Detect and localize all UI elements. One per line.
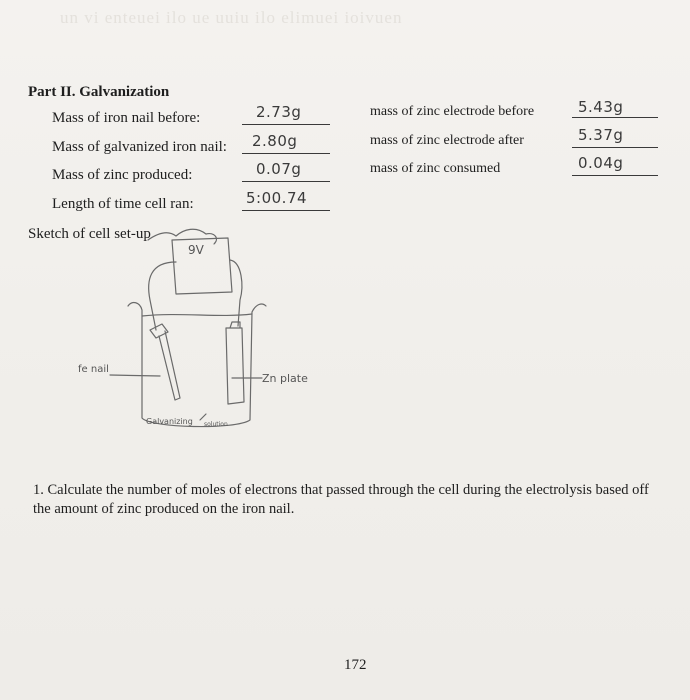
iron-nail-before-label: Mass of iron nail before: xyxy=(52,110,201,126)
beaker xyxy=(128,303,266,427)
fe-pointer-line xyxy=(110,375,160,376)
galvanized-nail-value: 2.80g xyxy=(252,132,298,150)
zinc-produced-value: 0.07g xyxy=(256,160,302,178)
question-1 xyxy=(33,481,653,519)
zinc-consumed-value: 0.04g xyxy=(578,154,624,172)
left-wire xyxy=(149,262,176,330)
battery-label: 9V xyxy=(188,243,204,257)
bleed-through-text: un vi enteuei ilo ue uuiu ilo elimuei ioivuen xyxy=(60,8,403,27)
solution-pointer-line xyxy=(200,414,206,420)
sketch-label: Sketch of cell set-up xyxy=(28,226,151,242)
zinc-after-label: mass of zinc electrode after xyxy=(370,133,524,148)
zinc-plate xyxy=(226,322,244,404)
zinc-consumed-label: mass of zinc consumed xyxy=(370,161,501,176)
time-ran-value: 5:00.74 xyxy=(246,189,308,207)
right-wire xyxy=(230,260,242,326)
zn-plate-label: Zn plate xyxy=(262,372,308,385)
section-title: Part II. Galvanization xyxy=(28,84,170,100)
liquid-surface xyxy=(142,314,252,316)
page-number: 172 xyxy=(344,657,367,673)
iron-nail xyxy=(150,324,180,400)
zinc-before-label: mass of zinc electrode before xyxy=(370,104,535,119)
zinc-before-value: 5.43g xyxy=(578,98,624,116)
solution-label-2: solution xyxy=(204,421,228,428)
zinc-produced-label: Mass of zinc produced: xyxy=(52,167,193,183)
solution-label: Galvanizing xyxy=(146,417,193,426)
fe-nail-label: fe nail xyxy=(78,364,109,375)
galvanized-nail-label: Mass of galvanized iron nail: xyxy=(52,139,227,155)
question-number: 1. xyxy=(33,482,44,498)
iron-nail-before-value: 2.73g xyxy=(256,103,302,121)
time-ran-label: Length of time cell ran: xyxy=(52,196,194,212)
zinc-after-value: 5.37g xyxy=(578,126,624,144)
sketch-pointer-line xyxy=(148,229,216,244)
question-text: Calculate the number of moles of electrons that passed through the cell during the electrolysis based off the amount of zinc produced on the iron nail. xyxy=(33,482,649,517)
